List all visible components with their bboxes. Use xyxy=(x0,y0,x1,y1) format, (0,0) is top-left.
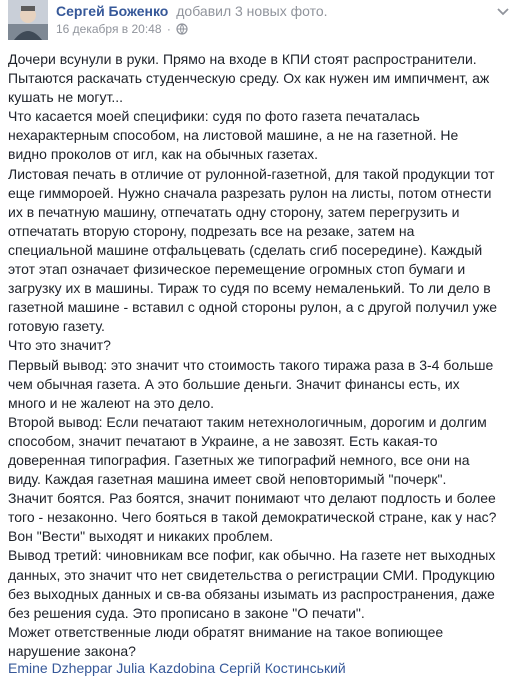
post-text-line: их в печатную машину, отпечатать одну сторону, затем перегрузить и xyxy=(8,203,460,220)
post-text-line: кушать не могут... xyxy=(8,89,124,106)
post-text-line: Может ответственные люди обратят внимание на такое вопиющее xyxy=(8,623,444,640)
mention-link[interactable]: Сергій Костинський xyxy=(219,660,346,676)
avatar[interactable] xyxy=(8,0,48,40)
mention-link[interactable]: Emine Dzheppar xyxy=(8,660,113,676)
post-text-line: Первый вывод: это значит что стоимость такого тиража раза в 3-4 больше xyxy=(8,356,494,373)
post-text-line: нехарактерным способом, на листовой машине, а не на газетной. Не xyxy=(8,127,459,144)
post-text-line: Дочери всунули в руки. Прямо на входе в КПИ стоят распространители. xyxy=(8,51,477,67)
post-header xyxy=(8,0,510,40)
post-meta xyxy=(56,22,188,38)
post-action-text: добавил 3 новых фото. xyxy=(176,3,328,19)
post-text-line: много и не жалеют на это дело. xyxy=(8,394,215,411)
post-body xyxy=(8,50,510,661)
post-text-line: нарушение закона? xyxy=(8,642,136,659)
post-text-line: виду. Каждая газетная машина имеет свой неповторимый "почерк". xyxy=(8,471,447,488)
post-text-line: Значит боятся. Раз боятся, значит понимают что делают подлость и более xyxy=(8,490,496,507)
post-mentions xyxy=(8,659,350,678)
avatar-image xyxy=(8,0,48,40)
post-text-line: без решения суда. Это прописано в законе "О печати". xyxy=(8,604,365,621)
post-text-line: готовую газету. xyxy=(8,318,105,335)
post-text-line: Второй вывод: Если печатают таким нетехнологичным, дорогим и долгим xyxy=(8,413,487,430)
author-line xyxy=(56,2,328,20)
chevron-down-icon[interactable] xyxy=(496,4,510,14)
post-text-line: доверенная типография. Газетных же типографий немного, все они на xyxy=(8,451,470,468)
mention-link[interactable]: Julia Kazdobina xyxy=(116,660,216,676)
author-name-link[interactable]: Сергей Боженко xyxy=(56,3,169,19)
post-text-line: чем обычная газета. А это большие деньги. Значит финансы есть, их xyxy=(8,375,460,392)
post-text-line: Что касается моей специфики: судя по фото газета печаталась xyxy=(8,108,420,125)
post-text-line: отпечатать вторую сторону, подрезать все на резаке, затем на xyxy=(8,222,415,239)
post-text-line: данных, это значит что нет свидетельства о регистрации СМИ. Продукцию xyxy=(8,566,495,583)
globe-icon[interactable] xyxy=(176,23,188,38)
post-text-line: загрузку их в машины. Тираж то судя по всему немаленький. То ли дело в xyxy=(8,280,491,297)
post-text-line: Листовая печать в отличие от рулонной-газетной, для такой продукции тот xyxy=(8,165,495,182)
post-text-line: Вывод третий: чиновникам все пофиг, как обычно. На газете нет выходных xyxy=(8,547,496,564)
post-text-line: этот этап означает физическое перемещение огромных стоп бумаги и xyxy=(8,261,466,278)
post-text-line: без выходных данных и св-ва обязаны изымать из распространения, даже xyxy=(8,585,495,602)
post-text-line: видно проколов от игл, как на обычных газетах. xyxy=(8,146,318,163)
post-text-line: газетной машине - вставил с одной стороны рулон, а с другой получил уже xyxy=(8,299,498,316)
post-text-line: специальной машине отфальцевать (сделать сгиб посередине). Каждый xyxy=(8,241,483,258)
post-text-line: Что это значит? xyxy=(8,337,111,354)
meta-separator: · xyxy=(166,22,171,36)
post-text-line: того - незаконно. Чего бояться в такой демократической стране, как у нас? xyxy=(8,509,497,526)
post-timestamp[interactable]: 16 декабря в 20:48 xyxy=(56,22,162,36)
post-text-line: Пытаются раскачать студенческую среду. Ох как нужен им импичмент, аж xyxy=(8,70,490,87)
post-text-line: способом, значит печатают в Украине, а не завозят. Есть какая-то xyxy=(8,432,438,449)
post-text-line: еще гиммороей. Нужно сначала разрезать рулон на листы, потом отнести xyxy=(8,184,492,201)
post-text-line: Вон "Вести" выходят и никаких проблем. xyxy=(8,528,274,545)
